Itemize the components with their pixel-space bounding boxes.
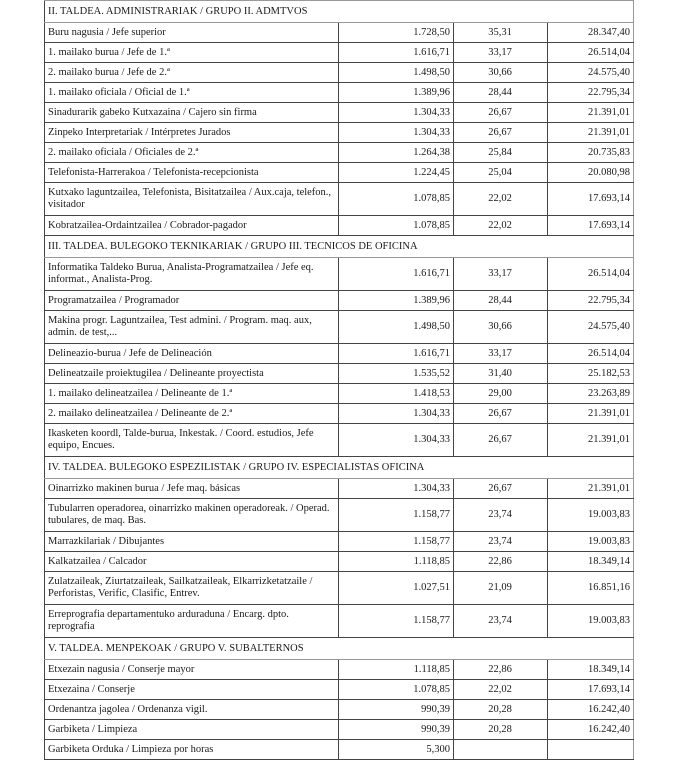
group-title: IV. TALDEA. BULEGOKO ESPEZILISTAK / GRUPO IV. ESPECIALISTAS OFICINA	[45, 457, 634, 479]
group-title: III. TALDEA. BULEGOKO TEKNIKARIAK / GRUPO III. TECNICOS DE OFICINA	[45, 236, 634, 258]
hourly-value-cell: 33,17	[454, 344, 548, 364]
monthly-value-cell: 1.418,53	[339, 384, 454, 404]
category-name-cell: Programatzailea / Programador	[45, 291, 339, 311]
hourly-value-cell: 35,31	[454, 23, 548, 43]
group-header-row	[45, 1, 634, 23]
group-title: II. TALDEA. ADMINISTRARIAK / GRUPO II. ADMTVOS	[45, 1, 634, 23]
hourly-value-cell: 30,66	[454, 63, 548, 83]
category-name-cell: Tubularren operadorea, oinarrizko makinen operadoreak. / Operad. tubulares, de maq. Bas.	[45, 499, 339, 532]
annual-value-cell: 19.003,83	[548, 499, 634, 532]
table-row	[45, 258, 634, 291]
hourly-value-cell: 26,67	[454, 103, 548, 123]
table-row	[45, 424, 634, 457]
table-row	[45, 552, 634, 572]
annual-value-cell: 19.003,83	[548, 532, 634, 552]
salary-table-body	[45, 1, 634, 760]
hourly-value-cell: 33,17	[454, 43, 548, 63]
annual-value-cell: 26.514,04	[548, 344, 634, 364]
monthly-value-cell: 1.158,77	[339, 499, 454, 532]
category-name-cell: Kobratzailea-Ordaintzailea / Cobrador-pagador	[45, 216, 339, 236]
annual-value-cell: 16.242,40	[548, 700, 634, 720]
hourly-value-cell: 20,28	[454, 720, 548, 740]
table-row	[45, 364, 634, 384]
monthly-value-cell: 1.158,77	[339, 605, 454, 638]
monthly-value-cell: 1.078,85	[339, 216, 454, 236]
hourly-value-cell: 22,02	[454, 216, 548, 236]
category-name-cell: Zinpeko Interpretariak / Intérpretes Jurados	[45, 123, 339, 143]
hourly-value-cell: 20,28	[454, 700, 548, 720]
monthly-value-cell: 1.389,96	[339, 291, 454, 311]
table-row	[45, 680, 634, 700]
category-name-cell: 1. mailako oficiala / Oficial de 1.ª	[45, 83, 339, 103]
annual-value-cell: 24.575,40	[548, 63, 634, 83]
table-row	[45, 720, 634, 740]
annual-value-cell: 21.391,01	[548, 123, 634, 143]
annual-value-cell: 24.575,40	[548, 311, 634, 344]
monthly-value-cell: 1.304,33	[339, 123, 454, 143]
hourly-value-cell: 22,02	[454, 183, 548, 216]
category-name-cell: Informatika Taldeko Burua, Analista-Programatzailea / Jefe eq. informat., Analista-Prog.	[45, 258, 339, 291]
monthly-value-cell: 1.498,50	[339, 311, 454, 344]
table-row	[45, 183, 634, 216]
category-name-cell: Delineazio-burua / Jefe de Delineación	[45, 344, 339, 364]
table-row	[45, 572, 634, 605]
hourly-value-cell: 26,67	[454, 424, 548, 457]
category-name-cell: Etxezain nagusia / Conserje mayor	[45, 660, 339, 680]
hourly-value-cell: 26,67	[454, 479, 548, 499]
annual-value-cell: 17.693,14	[548, 216, 634, 236]
monthly-value-cell: 1.616,71	[339, 43, 454, 63]
hourly-value-cell: 28,44	[454, 291, 548, 311]
annual-value-cell: 28.347,40	[548, 23, 634, 43]
monthly-value-cell: 1.118,85	[339, 660, 454, 680]
hourly-value-cell: 33,17	[454, 258, 548, 291]
monthly-value-cell: 1.304,33	[339, 404, 454, 424]
table-row	[45, 83, 634, 103]
table-row	[45, 163, 634, 183]
hourly-value-cell: 26,67	[454, 404, 548, 424]
annual-value-cell: 23.263,89	[548, 384, 634, 404]
category-name-cell: 2. mailako burua / Jefe de 2.ª	[45, 63, 339, 83]
category-name-cell: 1. mailako delineatzailea / Delineante de 1.ª	[45, 384, 339, 404]
monthly-value-cell: 1.158,77	[339, 532, 454, 552]
annual-value-cell: 20.735,83	[548, 143, 634, 163]
table-row	[45, 311, 634, 344]
monthly-value-cell: 5,300	[339, 740, 454, 760]
table-row	[45, 23, 634, 43]
monthly-value-cell: 1.078,85	[339, 183, 454, 216]
annual-value-cell: 17.693,14	[548, 183, 634, 216]
monthly-value-cell: 1.498,50	[339, 63, 454, 83]
category-name-cell: Garbiketa / Limpieza	[45, 720, 339, 740]
monthly-value-cell: 990,39	[339, 700, 454, 720]
monthly-value-cell: 1.535,52	[339, 364, 454, 384]
category-name-cell: Etxezaina / Conserje	[45, 680, 339, 700]
annual-value-cell: 16.851,16	[548, 572, 634, 605]
table-row	[45, 291, 634, 311]
category-name-cell: Buru nagusia / Jefe superior	[45, 23, 339, 43]
annual-value-cell: 21.391,01	[548, 103, 634, 123]
monthly-value-cell: 1.264,38	[339, 143, 454, 163]
category-name-cell: Garbiketa Orduka / Limpieza por horas	[45, 740, 339, 760]
category-name-cell: Ordenantza jagolea / Ordenanza vigil.	[45, 700, 339, 720]
hourly-value-cell: 31,40	[454, 364, 548, 384]
salary-table	[44, 0, 634, 760]
group-header-row	[45, 236, 634, 258]
monthly-value-cell: 1.118,85	[339, 552, 454, 572]
hourly-value-cell: 22,86	[454, 660, 548, 680]
category-name-cell: 2. mailako oficiala / Oficiales de 2.ª	[45, 143, 339, 163]
hourly-value-cell: 26,67	[454, 123, 548, 143]
table-row	[45, 43, 634, 63]
monthly-value-cell: 1.224,45	[339, 163, 454, 183]
hourly-value-cell: 28,44	[454, 83, 548, 103]
annual-value-cell: 21.391,01	[548, 479, 634, 499]
annual-value-cell: 20.080,98	[548, 163, 634, 183]
category-name-cell: 1. mailako burua / Jefe de 1.ª	[45, 43, 339, 63]
monthly-value-cell: 1.304,33	[339, 103, 454, 123]
monthly-value-cell: 1.304,33	[339, 424, 454, 457]
hourly-value-cell: 25,84	[454, 143, 548, 163]
hourly-value-cell: 21,09	[454, 572, 548, 605]
annual-value-cell: 26.514,04	[548, 43, 634, 63]
annual-value-cell: 22.795,34	[548, 291, 634, 311]
annual-value-cell: 26.514,04	[548, 258, 634, 291]
category-name-cell: Kutxako laguntzailea, Telefonista, Bisitatzailea / Aux.caja, telefon., visitador	[45, 183, 339, 216]
hourly-value-cell: 22,02	[454, 680, 548, 700]
hourly-value-cell: 30,66	[454, 311, 548, 344]
table-row	[45, 344, 634, 364]
annual-value-cell: 17.693,14	[548, 680, 634, 700]
hourly-value-cell: 23,74	[454, 499, 548, 532]
table-row	[45, 532, 634, 552]
monthly-value-cell: 1.616,71	[339, 344, 454, 364]
hourly-value-cell: 25,04	[454, 163, 548, 183]
table-row	[45, 384, 634, 404]
table-row	[45, 123, 634, 143]
table-row	[45, 660, 634, 680]
category-name-cell: Sinadurarik gabeko Kutxazaina / Cajero sin firma	[45, 103, 339, 123]
table-row	[45, 499, 634, 532]
category-name-cell: Ikasketen koordl, Talde-burua, Inkestak. / Coord. estudios, Jefe equipo, Encues.	[45, 424, 339, 457]
table-row	[45, 605, 634, 638]
table-row	[45, 103, 634, 123]
category-name-cell: 2. mailako delineatzailea / Delineante de 2.ª	[45, 404, 339, 424]
table-row	[45, 143, 634, 163]
category-name-cell: Marrazkilariak / Dibujantes	[45, 532, 339, 552]
table-row	[45, 216, 634, 236]
annual-value-cell	[548, 740, 634, 760]
table-row	[45, 700, 634, 720]
table-row	[45, 404, 634, 424]
hourly-value-cell	[454, 740, 548, 760]
group-header-row	[45, 457, 634, 479]
monthly-value-cell: 1.389,96	[339, 83, 454, 103]
table-row	[45, 479, 634, 499]
hourly-value-cell: 29,00	[454, 384, 548, 404]
salary-table-container	[44, 0, 633, 760]
monthly-value-cell: 1.616,71	[339, 258, 454, 291]
annual-value-cell: 25.182,53	[548, 364, 634, 384]
annual-value-cell: 21.391,01	[548, 424, 634, 457]
annual-value-cell: 19.003,83	[548, 605, 634, 638]
annual-value-cell: 21.391,01	[548, 404, 634, 424]
category-name-cell: Delineatzaile proiektugilea / Delineante proyectista	[45, 364, 339, 384]
annual-value-cell: 16.242,40	[548, 720, 634, 740]
monthly-value-cell: 990,39	[339, 720, 454, 740]
monthly-value-cell: 1.027,51	[339, 572, 454, 605]
category-name-cell: Zulatzaileak, Ziurtatzaileak, Sailkatzaileak, Elkarrizketatzaile / Perforistas, Verific, Clasific, Entrev.	[45, 572, 339, 605]
hourly-value-cell: 22,86	[454, 552, 548, 572]
category-name-cell: Makina progr. Laguntzailea, Test admini. / Program. maq. aux, admin. de test,...	[45, 311, 339, 344]
hourly-value-cell: 23,74	[454, 605, 548, 638]
table-row	[45, 740, 634, 760]
category-name-cell: Oinarrizko makinen burua / Jefe maq. básicas	[45, 479, 339, 499]
category-name-cell: Erreprografia departamentuko arduraduna / Encarg. dpto. reprografia	[45, 605, 339, 638]
group-title: V. TALDEA. MENPEKOAK / GRUPO V. SUBALTERNOS	[45, 638, 634, 660]
monthly-value-cell: 1.304,33	[339, 479, 454, 499]
category-name-cell: Telefonista-Harrerakoa / Telefonista-recepcionista	[45, 163, 339, 183]
annual-value-cell: 18.349,14	[548, 660, 634, 680]
monthly-value-cell: 1.078,85	[339, 680, 454, 700]
group-header-row	[45, 638, 634, 660]
category-name-cell: Kalkatzailea / Calcador	[45, 552, 339, 572]
table-row	[45, 63, 634, 83]
annual-value-cell: 18.349,14	[548, 552, 634, 572]
hourly-value-cell: 23,74	[454, 532, 548, 552]
monthly-value-cell: 1.728,50	[339, 23, 454, 43]
annual-value-cell: 22.795,34	[548, 83, 634, 103]
